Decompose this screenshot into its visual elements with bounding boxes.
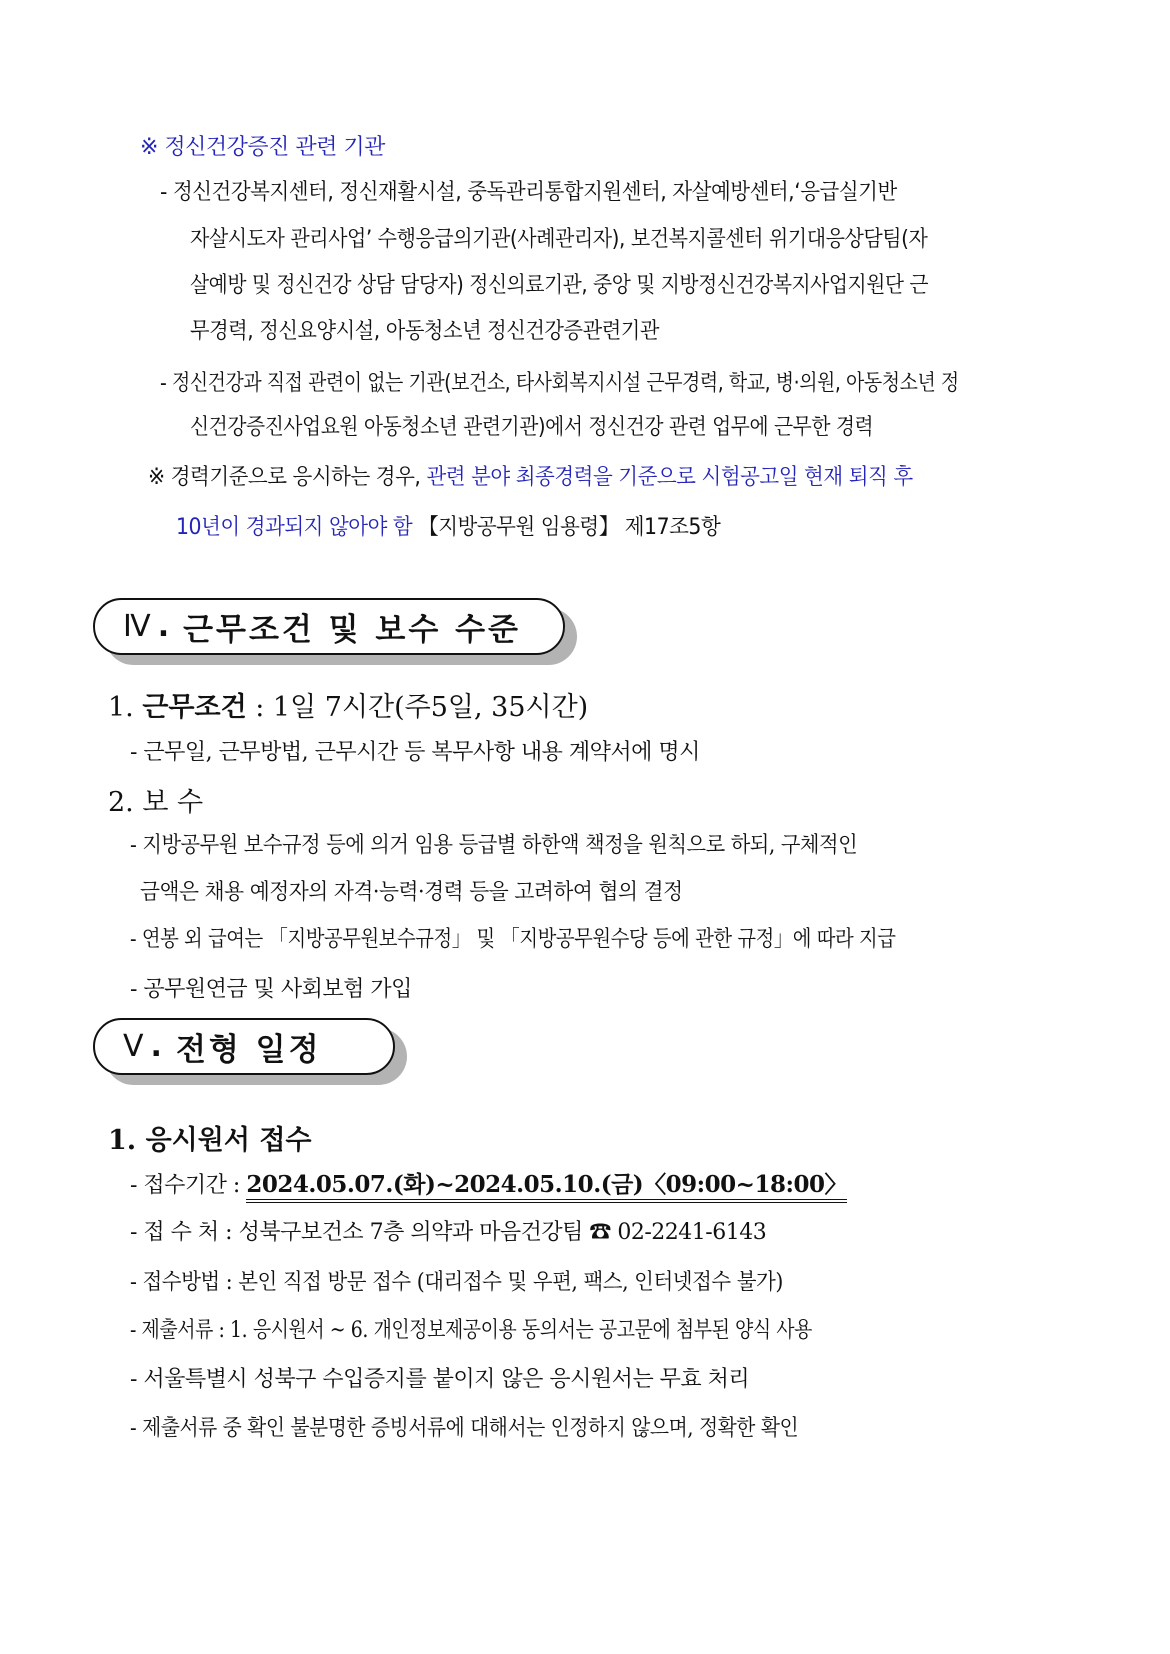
career-note-highlight: 관련 분야 최종경력을 기준으로 시험공고일 현재 퇴직 후 (426, 465, 913, 490)
bullet-line: 살예방 및 정신건강 상담 담당자) 정신의료기관, 중앙 및 지방정신건강복지사업지원단 근 (190, 273, 929, 298)
phone-number: 02-2241-6143 (610, 1220, 767, 1245)
section-numeral: Ⅳ (123, 609, 152, 644)
document-verification-note: - 제출서류 중 확인 불분명한 증빙서류에 대해서는 인정하지 않으며, 정확한 확인 (130, 1416, 799, 1441)
bullet-line: 무경력, 정신요양시설, 아동청소년 정신건강증관련기관 (190, 319, 659, 344)
revenue-stamp-note: - 서울특별시 성북구 수입증지를 붙이지 않은 응시원서는 무효 처리 (130, 1367, 750, 1392)
item-value: : 1일 7시간(주5일, 35시간) (246, 692, 589, 723)
section-heading-iv (93, 598, 565, 655)
bullet-line: - 지방공무원 보수규정 등에 의거 임용 등급별 하한액 책정을 원칙으로 하되, 구체적인 (130, 833, 858, 858)
period-value: 2024.05.07.(화)~2024.05.10.(금)〈09:00~18:00〉 (246, 1171, 847, 1203)
bullet-line: - 공무원연금 및 사회보험 가입 (130, 977, 412, 1002)
bullet-line: 금액은 채용 예정자의 자격·능력·경력 등을 고려하여 협의 결정 (140, 880, 683, 905)
phone-icon: ☎ (589, 1220, 611, 1245)
item-salary: 2. 보 수 (108, 787, 204, 818)
career-note-prefix: ※ 경력기준으로 응시하는 경우, (148, 465, 427, 490)
section-dot: . (150, 1029, 162, 1064)
bullet-line: - 근무일, 근무방법, 근무시간 등 복무사항 내용 계약서에 명시 (130, 740, 700, 765)
item-label: 근무조건 (142, 692, 247, 723)
application-period (130, 1166, 847, 1199)
note-title-mental-health-institutions: ※ 정신건강증진 관련 기관 (140, 135, 385, 160)
application-place (130, 1215, 766, 1246)
career-note (148, 460, 913, 491)
section-dot: . (157, 609, 170, 644)
item-work-conditions (108, 685, 588, 724)
career-note-cont (176, 510, 720, 541)
career-note-highlight: 10년이 경과되지 않아야 함 (176, 515, 413, 540)
bullet-line: - 정신건강과 직접 관련이 없는 기관(보건소, 타사회복지시설 근무경력, 학교, 병·의원, 아동청소년 정 (160, 371, 959, 396)
item-number: 1. (108, 692, 143, 723)
section-numeral: Ⅴ (123, 1029, 145, 1064)
bullet-line: 자살시도자 관리사업’ 수행응급의기관(사례관리자), 보건복지콜센터 위기대응상담팀(자 (190, 227, 928, 252)
bullet-line: - 연봉 외 급여는 「지방공무원보수규정」 및 「지방공무원수당 등에 관한 규정」에 따라 지급 (130, 927, 896, 952)
section-heading-v (93, 1018, 395, 1075)
bullet-line: 신건강증진사업요원 아동청소년 관련기관)에서 정신건강 관련 업무에 근무한 경력 (190, 415, 874, 440)
application-method: - 접수방법 : 본인 직접 방문 접수 (대리접수 및 우편, 팩스, 인터넷접수 불가) (130, 1270, 783, 1295)
section-title: 근무조건 및 보수 수준 (183, 612, 521, 648)
required-documents: - 제출서류 : 1. 응시원서 ~ 6. 개인정보제공이용 동의서는 공고문에 첨부된 양식 사용 (130, 1318, 812, 1343)
career-note-law-reference: 【지방공무원 임용령】 제17조5항 (412, 515, 721, 540)
bullet-line: - 정신건강복지센터, 정신재활시설, 중독관리통합지원센터, 자살예방센터,‘응급실기반 (160, 180, 897, 205)
place-value: 성북구보건소 7층 의약과 마음건강팀 (238, 1220, 583, 1245)
period-label: - 접수기간 : (130, 1173, 247, 1198)
item-application-receipt: 1. 응시원서 접수 (108, 1125, 312, 1156)
section-title: 전형 일정 (175, 1032, 322, 1068)
place-label: - 접 수 처 : (130, 1220, 239, 1245)
